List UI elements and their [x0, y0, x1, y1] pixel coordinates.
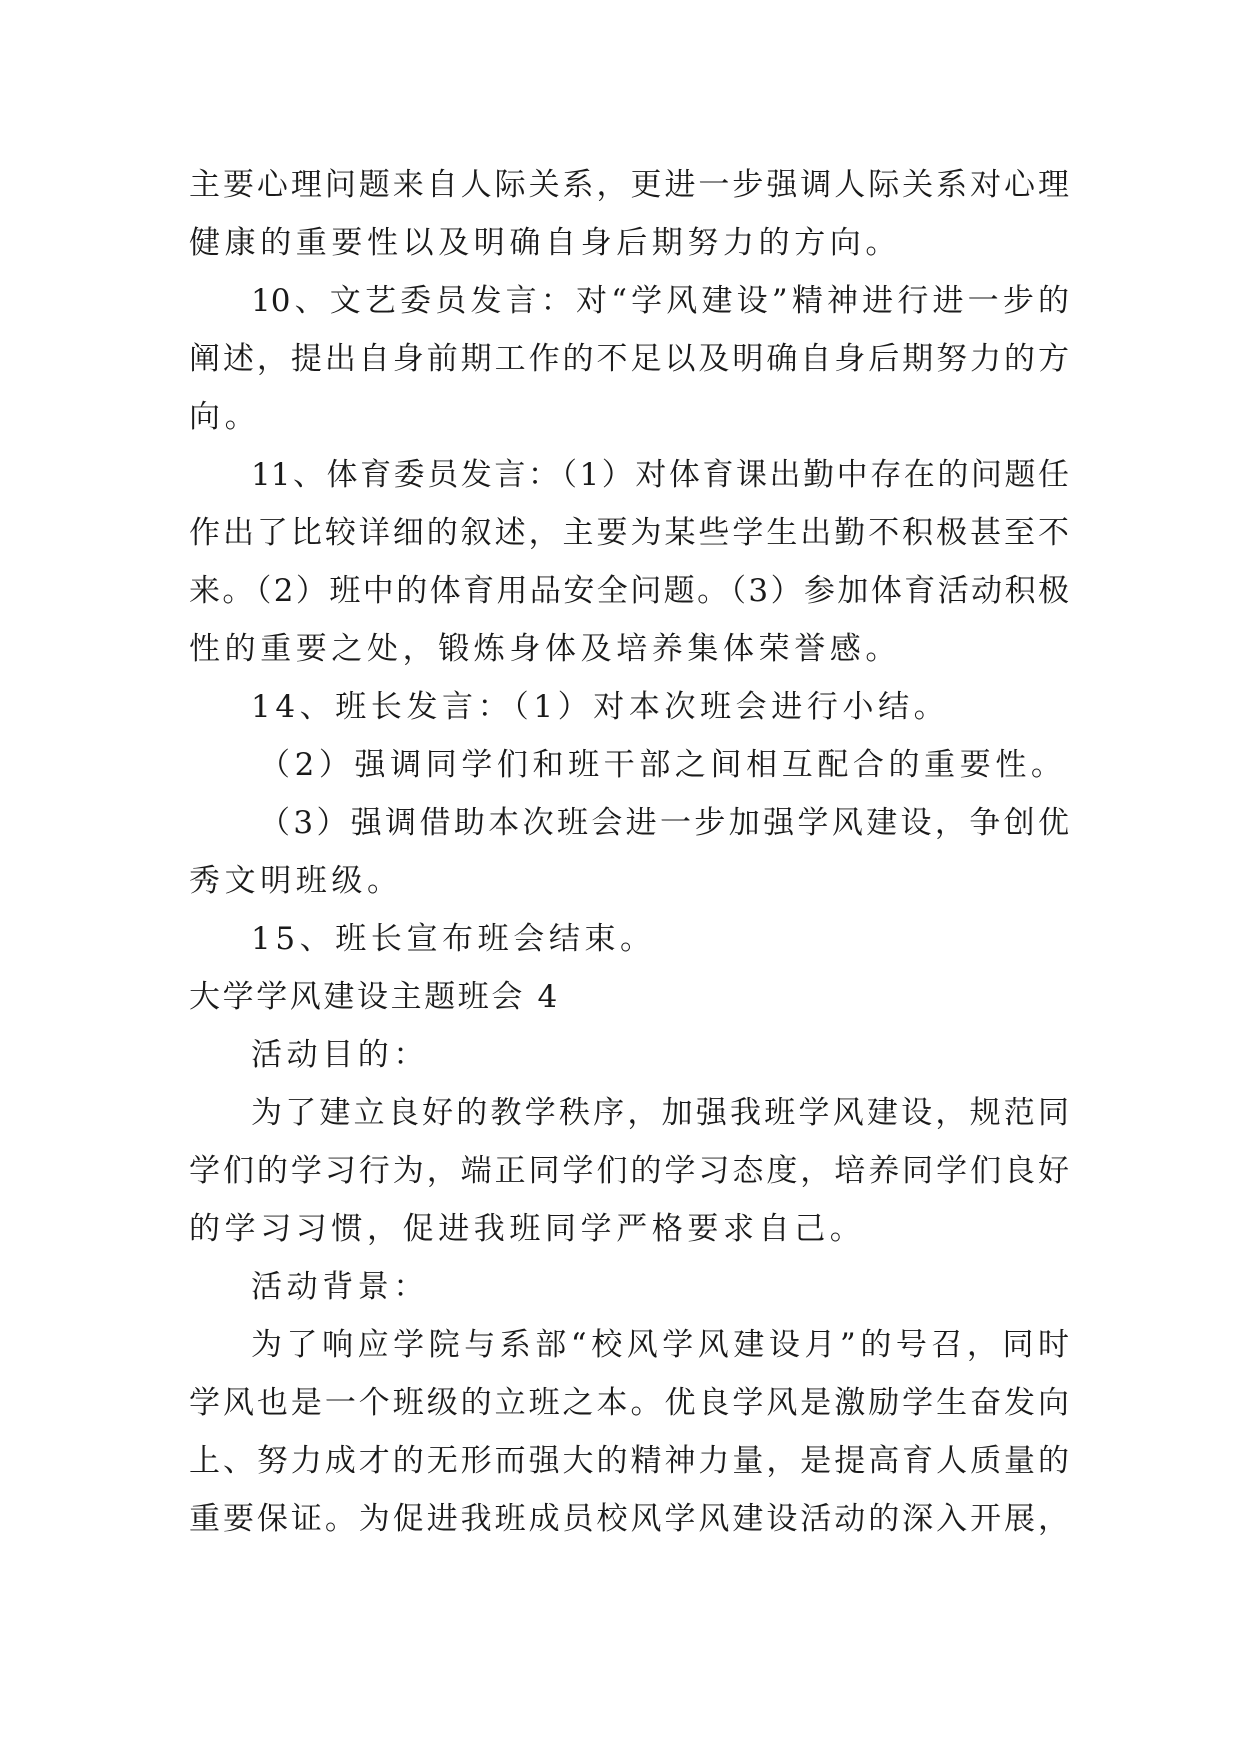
body-text-line: 来。（2）班中的体育用品安全问题。（3）参加体育活动积极: [189, 573, 1069, 609]
list-item-14: 14、班长发言：（1）对本次班会进行小结。: [251, 689, 950, 725]
body-text-line: 上、努力成才的无形而强大的精神力量，是提高育人质量的: [189, 1443, 1069, 1479]
body-text-line: 的学习习惯，促进我班同学严格要求自己。: [189, 1211, 866, 1247]
list-item-15: 15、班长宣布班会结束。: [251, 921, 656, 957]
body-text-line: 为了响应学院与系部“校风学风建设月”的号召，同时: [251, 1327, 1069, 1363]
body-text-line: 为了建立良好的教学秩序，加强我班学风建设，规范同: [251, 1095, 1069, 1131]
list-item-10: 10、文艺委员发言：对“学风建设”精神进行进一步的: [251, 283, 1069, 319]
list-item-11: 11、体育委员发言：（1）对体育课出勤中存在的问题任: [251, 457, 1069, 493]
sub-item-3: （3）强调借助本次班会进一步加强学风建设，争创优: [259, 805, 1069, 841]
body-text-line: 学们的学习行为，端正同学们的学习态度，培养同学们良好: [189, 1153, 1069, 1189]
body-text-line: 学风也是一个班级的立班之本。优良学风是激励学生奋发向: [189, 1385, 1069, 1421]
body-text-line: 阐述，提出自身前期工作的不足以及明确自身后期努力的方: [189, 341, 1069, 377]
body-text-line: 秀文明班级。: [189, 863, 403, 899]
body-text-line: 向。: [189, 399, 261, 435]
body-text-line: 健康的重要性以及明确自身后期努力的方向。: [189, 225, 901, 261]
subheading-activity-purpose: 活动目的：: [251, 1037, 429, 1073]
body-text-line: 重要保证。为促进我班成员校风学风建设活动的深入开展，: [189, 1501, 1069, 1537]
body-text-line: 主要心理问题来自人际关系，更进一步强调人际关系对心理: [189, 167, 1069, 203]
section-heading: 大学学风建设主题班会 4: [189, 979, 560, 1015]
body-text-line: 作出了比较详细的叙述，主要为某些学生出勤不积极甚至不: [189, 515, 1069, 551]
subheading-activity-background: 活动背景：: [251, 1269, 429, 1305]
sub-item-2: （2）强调同学们和班干部之间相互配合的重要性。: [259, 747, 1067, 783]
body-text-line: 性的重要之处，锻炼身体及培养集体荣誉感。: [189, 631, 901, 667]
